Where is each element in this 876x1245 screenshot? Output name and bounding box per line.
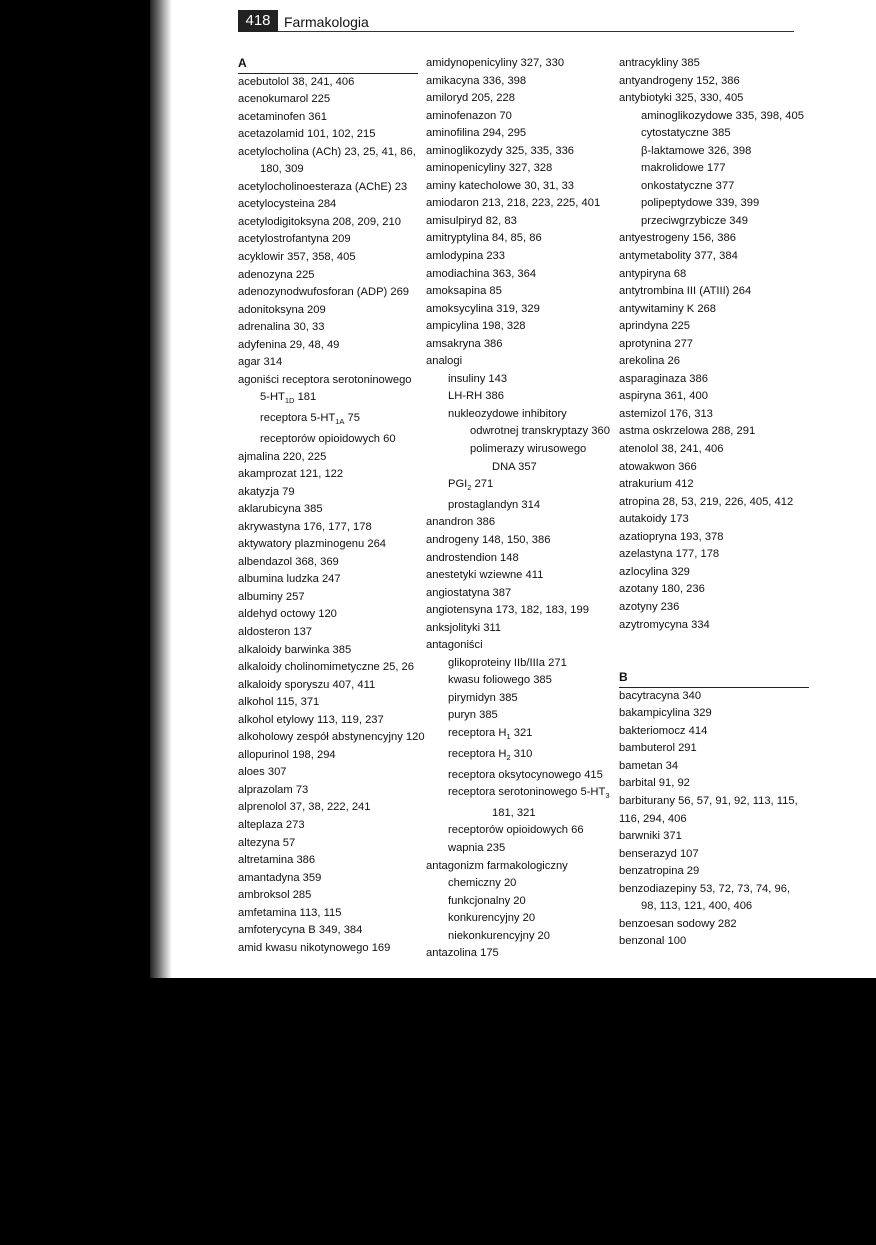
section-letter: A	[238, 55, 418, 74]
index-entry: acetylocholina (ACh) 23, 25, 41, 86,	[238, 145, 416, 158]
index-entry: konkurencyjny 20	[448, 912, 536, 925]
index-entry: amsakryna 386	[426, 337, 503, 350]
spacer	[619, 634, 809, 652]
index-entry: benserazyd 107	[619, 847, 699, 860]
index-entry: azlocylina 329	[619, 565, 690, 578]
index-entry: niekonkurencyjny 20	[448, 929, 550, 942]
index-entry: astemizol 176, 313	[619, 407, 713, 420]
index-entry: albendazol 368, 369	[238, 555, 339, 568]
index-entry: aldehyd octowy 120	[238, 608, 337, 621]
index-entry: bakteriomocz 414	[619, 724, 708, 737]
index-entry: adenozyna 225	[238, 268, 315, 281]
index-entry: LH-RH 386	[448, 390, 504, 403]
index-entry: amantadyna 359	[238, 871, 322, 884]
index-entry: akrywastyna 176, 177, 178	[238, 520, 372, 533]
index-entry: adyfenina 29, 48, 49	[238, 338, 340, 351]
index-entry: receptorów opioidowych 66	[448, 824, 584, 837]
index-entry: 180, 309	[260, 163, 304, 176]
index-entry: alkoholowy zespół abstynencyjny 120	[238, 731, 425, 744]
index-entry: amiloryd 205, 228	[426, 92, 515, 105]
index-entry: angiostatyna 387	[426, 586, 512, 599]
index-entry: alkaloidy barwinka 385	[238, 643, 352, 656]
index-entry: azytromycyna 334	[619, 618, 710, 631]
index-entry: agar 314	[238, 356, 283, 369]
index-entry: adenozynodwufosforan (ADP) 269	[238, 286, 410, 299]
index-entry: benzodiazepiny 53, 72, 73, 74, 96,	[619, 882, 791, 895]
index-entry: 98, 113, 121, 400, 406	[641, 900, 753, 913]
index-entry: alteplaza 273	[238, 818, 305, 831]
index-entry: funkcjonalny 20	[448, 894, 526, 907]
index-entry: DNA 357	[492, 460, 537, 473]
index-entry: albuminy 257	[238, 590, 305, 603]
index-entry: aminofilina 294, 295	[426, 127, 527, 140]
index-entry: antagonizm farmakologiczny	[426, 859, 568, 872]
index-entry: aminofenazon 70	[426, 109, 512, 122]
index-entry: amfetamina 113, 115	[238, 906, 342, 919]
index-entry: bametan 34	[619, 759, 679, 772]
index-entry: alkaloidy sporyszu 407, 411	[238, 678, 376, 691]
index-entry: atrakurium 412	[619, 478, 694, 491]
index-entry: altezyna 57	[238, 836, 296, 849]
index-entry: antazolina 175	[426, 947, 499, 960]
index-entry: amfoterycyna B 349, 384	[238, 924, 363, 937]
index-page	[150, 0, 876, 978]
page-header	[238, 10, 794, 32]
index-entry: acetylostrofantyna 209	[238, 233, 351, 246]
index-entry: benzatropina 29	[619, 865, 700, 878]
index-entry: antagoniści	[426, 639, 483, 652]
index-entry: androgeny 148, 150, 386	[426, 534, 551, 546]
index-entry: autakoidy 173	[619, 513, 689, 526]
index-entry: alkaloidy cholinomimetyczne 25, 26	[238, 661, 414, 674]
index-entry: $5-HT_{1D}$ 181	[260, 391, 317, 406]
index-entry: amiodaron 213, 218, 223, 225, 401	[426, 197, 601, 210]
index-entry: alkohol etylowy 113, 119, 237	[238, 713, 384, 726]
index-entry: aminoglikozydowe 335, 398, 405	[641, 109, 804, 122]
index-entry: amidynopenicyliny 327, 330	[426, 57, 565, 69]
index-entry: acebutolol 38, 241, 406	[238, 75, 355, 88]
index-entry: aktywatory plazminogenu 264	[238, 538, 387, 551]
index-entry: amoksapina 85	[426, 285, 502, 298]
index-entry: azotyny 236	[619, 600, 680, 613]
index-entry: barbiturany 56, 57, 91, 92, 113, 115,	[619, 794, 798, 807]
index-entry: β-laktamowe 326, 398	[641, 144, 752, 157]
index-entry: antyandrogeny 152, 386	[619, 74, 740, 87]
index-entry: aminopenicyliny 327, 328	[426, 162, 553, 175]
index-entry: acetylodigitoksyna 208, 209, 210	[238, 215, 401, 228]
index-entry: alkohol 115, 371	[238, 696, 320, 709]
index-entry: aldosteron 137	[238, 625, 313, 638]
index-entry: aprotynina 277	[619, 337, 694, 350]
index-entry: antybiotyki 325, 330, 405	[619, 92, 744, 105]
index-entry: acetaminofen 361	[238, 110, 327, 123]
index-entry: azotany 180, 236	[619, 583, 705, 596]
running-title: Farmakologia	[284, 14, 369, 30]
index-entry: altretamina 386	[238, 854, 316, 867]
index-entry: anandron 386	[426, 516, 496, 529]
index-entry: receptora $H_2$ 310	[448, 747, 533, 763]
index-entry: angiotensyna 173, 182, 183, 199	[426, 604, 589, 617]
index-entry: androstendion 148	[426, 551, 519, 564]
index-column-3	[619, 55, 809, 951]
index-entry: adonitoksyna 209	[238, 303, 326, 316]
index-entry: amodiachina 363, 364	[426, 267, 537, 280]
index-entry: ambroksol 285	[238, 889, 312, 902]
index-entry: acyklowir 357, 358, 405	[238, 251, 356, 264]
index-entry: antypiryna 68	[619, 267, 687, 280]
index-entry: ajmalina 220, 225	[238, 450, 327, 463]
index-column-2	[426, 55, 612, 963]
index-entry: barwniki 371	[619, 830, 682, 843]
index-entry: aprindyna 225	[619, 320, 690, 333]
index-entry: 116, 294, 406	[619, 812, 687, 825]
index-entry: puryn 385	[448, 709, 498, 722]
index-entry: amisulpiryd 82, 83	[426, 214, 517, 227]
index-entry: arekolina 26	[619, 355, 680, 368]
index-entry: antymetabolity 377, 384	[619, 250, 738, 263]
index-entry: antytrombina III (ATIII) 264	[619, 285, 752, 298]
index-entry: bambuterol 291	[619, 742, 697, 755]
index-entry: ampicylina 198, 328	[426, 320, 526, 333]
index-entry: akamprozat 121, 122	[238, 468, 344, 481]
index-entry: astma oskrzelowa 288, 291	[619, 425, 756, 438]
index-entry: anksjolityki 311	[426, 621, 502, 634]
index-entry: polimerazy wirusowego	[470, 443, 587, 456]
index-entry: acetylocholinoesteraza (AChE) 23	[238, 180, 408, 193]
index-entry: aminy katecholowe 30, 31, 33	[426, 179, 575, 192]
index-entry: receptora oksytocynowego 415	[448, 768, 603, 781]
index-entry: 181, 321	[492, 806, 536, 819]
index-entry: prostaglandyn 314	[448, 498, 541, 511]
index-entry: atenolol 38, 241, 406	[619, 443, 724, 456]
index-entry: adrenalina 30, 33	[238, 321, 325, 334]
index-entry: atropina 28, 53, 219, 226, 405, 412	[619, 495, 794, 508]
index-entry: amlodypina 233	[426, 250, 505, 263]
index-entry: nukleozydowe inhibitory	[448, 407, 567, 420]
index-entry: $PGI_2$ 271	[448, 478, 494, 493]
index-entry: receptora $5-HT_{1A}$ 75	[260, 412, 360, 427]
index-entry: azatiopryna 193, 378	[619, 530, 724, 543]
index-entry: alprenolol 37, 38, 222, 241	[238, 801, 371, 814]
index-entry: pirymidyn 385	[448, 691, 518, 704]
index-column-1	[238, 55, 425, 957]
index-entry: barbital 91, 92	[619, 777, 690, 790]
index-entry: amoksycylina 319, 329	[426, 302, 540, 315]
section-letter: B	[619, 669, 809, 688]
spacer	[619, 652, 809, 670]
index-entry: kwasu foliowego 385	[448, 674, 552, 687]
index-entry: antyestrogeny 156, 386	[619, 232, 736, 245]
index-entry: azelastyna 177, 178	[619, 548, 720, 561]
index-entry: receptorów opioidowych 60	[260, 432, 396, 445]
index-entry: analogi	[426, 355, 463, 368]
index-entry: aspiryna 361, 400	[619, 390, 708, 403]
index-entry: atowakwon 366	[619, 460, 697, 473]
index-entry: przeciwgrzybicze 349	[641, 214, 748, 227]
index-entry: amitryptylina 84, 85, 86	[426, 232, 542, 245]
index-entry: acetylocysteina 284	[238, 198, 337, 211]
index-entry: asparaginaza 386	[619, 372, 708, 385]
header-rule	[278, 31, 794, 32]
index-entry: agoniści receptora serotoninowego	[238, 373, 412, 386]
index-entry: antracykliny 385	[619, 57, 700, 69]
index-entry: anestetyki wziewne 411	[426, 569, 544, 582]
index-entry: glikoproteiny IIb/IIIa 271	[448, 656, 567, 669]
index-entry: akatyzja 79	[238, 485, 295, 498]
index-entry: bakampicylina 329	[619, 707, 712, 720]
index-entry: insuliny 143	[448, 372, 508, 385]
index-entry: chemiczny 20	[448, 877, 517, 890]
index-entry: aminoglikozydy 325, 335, 336	[426, 144, 575, 157]
index-entry: allopurinol 198, 294	[238, 748, 336, 761]
index-entry: odwrotnej transkryptazy 360	[470, 425, 610, 438]
page-number: 418	[238, 10, 278, 32]
index-entry: makrolidowe 177	[641, 162, 726, 175]
index-entry: bacytracyna 340	[619, 689, 702, 702]
index-entry: amikacyna 336, 398	[426, 74, 527, 87]
index-entry: receptora serotoninowego $5-HT_3$	[448, 786, 610, 801]
index-entry: receptora $H_1$ 321	[448, 727, 533, 742]
index-entry: amid kwasu nikotynowego 169	[238, 941, 391, 954]
index-entry: acetazolamid 101, 102, 215	[238, 128, 376, 141]
index-entry: antywitaminy K 268	[619, 302, 717, 315]
index-entry: onkostatyczne 377	[641, 179, 735, 192]
index-entry: acenokumarol 225	[238, 93, 331, 106]
index-entry: cytostatyczne 385	[641, 127, 731, 140]
index-entry: polipeptydowe 339, 399	[641, 197, 760, 210]
index-entry: aloes 307	[238, 766, 287, 779]
index-entry: albumina ludzka 247	[238, 573, 341, 586]
index-entry: alprazolam 73	[238, 783, 309, 796]
index-entry: benzoesan sodowy 282	[619, 917, 737, 930]
index-entry: wapnia 235	[448, 842, 506, 854]
index-entry: aklarubicyna 385	[238, 503, 323, 516]
index-entry: benzonal 100	[619, 935, 687, 948]
